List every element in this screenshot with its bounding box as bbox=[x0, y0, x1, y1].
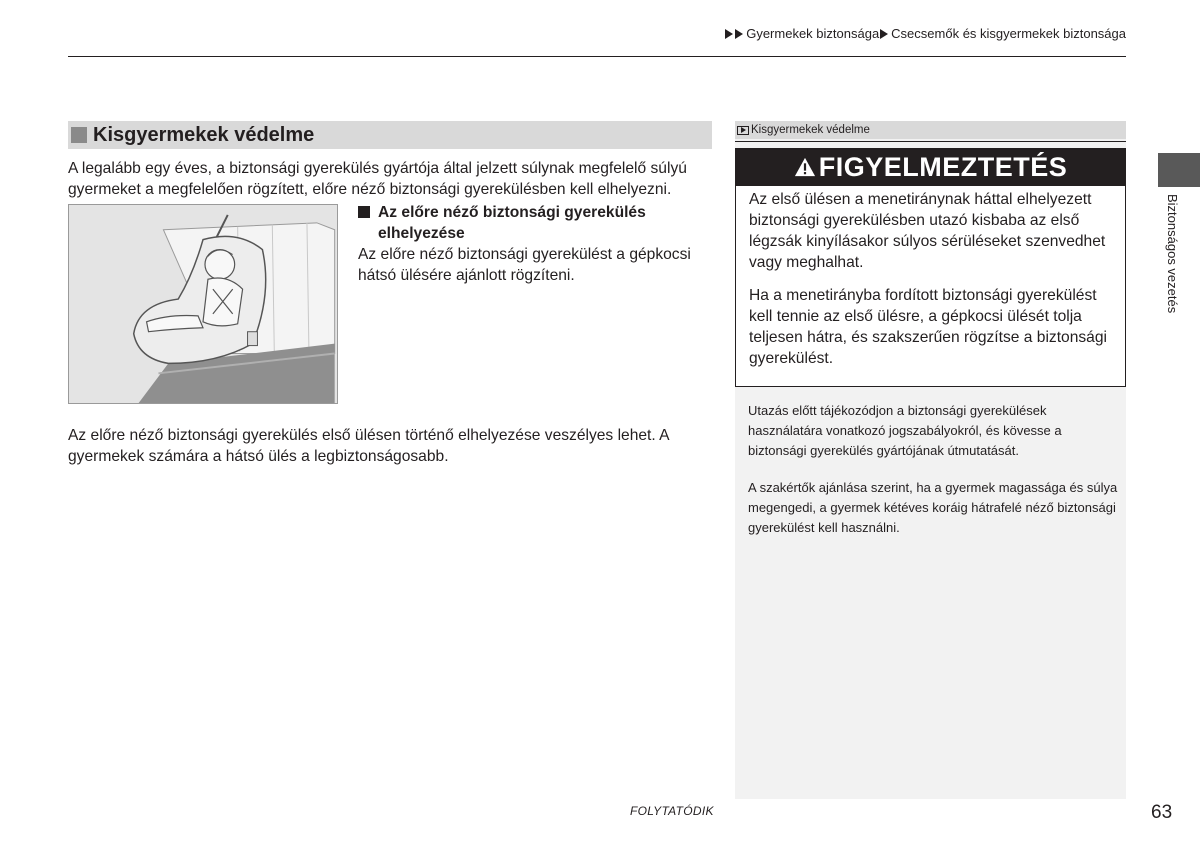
child-seat-illustration bbox=[68, 204, 338, 404]
child-seat-illustration-svg bbox=[69, 205, 337, 403]
intro-paragraph: A legalább egy éves, a biztonsági gyerekülés gyártója által jelzett súlynak megfelelő súlyú gyermeket a megfelelően rögzített, előre néző biztonsági gyerekülésben kell elhelyezni. bbox=[68, 160, 687, 198]
warning-paragraph: Az első ülésen a menetiránynak háttal elhelyezett biztonsági gyerekülésben utazó kisbaba az első légzsák kinyílásakor súlyos sérüléseket szenvedhet vagy meghalhat. bbox=[749, 191, 1106, 271]
subsection-heading bbox=[358, 202, 688, 244]
warning-header bbox=[735, 148, 1126, 186]
sidebar bbox=[735, 121, 1126, 799]
sidebar-note: A szakértők ajánlása szerint, ha a gyermek magassága és súlya megengedi, a gyermek kétéves koráig hátrafelé néző biztonsági gyerekülést kell használni. bbox=[748, 480, 1118, 535]
chapter-tab[interactable] bbox=[1158, 153, 1200, 187]
black-square-icon bbox=[358, 206, 370, 218]
triangle-right-icon bbox=[880, 29, 888, 39]
warning-paragraph: Ha a menetirányba fordított biztonsági gyerekülést kell tennie az első ülésre, a gépkocsi ülését tolja teljesen hátra, és szakszerűen rögzítse a biztonsági gyerekülést. bbox=[749, 287, 1107, 367]
section-header bbox=[68, 121, 712, 149]
bottom-paragraph: Az előre néző biztonsági gyerekülés első ülésen történő elhelyezése veszélyes lehet. A gyermekek számára a hátsó ülés a legbiztonságosabb. bbox=[68, 427, 669, 465]
warning-body bbox=[735, 186, 1126, 387]
triangle-right-icon bbox=[725, 29, 733, 39]
sidebar-tab-label: Kisgyermekek védelme bbox=[751, 124, 870, 136]
header-divider bbox=[68, 56, 1126, 57]
triangle-right-icon bbox=[735, 29, 743, 39]
breadcrumb bbox=[725, 26, 1126, 41]
chapter-label bbox=[1160, 194, 1180, 334]
sidebar-note: Utazás előtt tájékozódjon a biztonsági gyerekülések használatára vonatkozó jogszabályokról, és kövesse a biztonsági gyerekülés gyártójának útmutatását. bbox=[748, 403, 1062, 458]
page-number: 63 bbox=[1151, 802, 1173, 823]
arrow-box-icon bbox=[737, 126, 749, 135]
subsection-paragraph: Az előre néző biztonsági gyerekülést a gépkocsi hátsó ülésére ajánlott rögzíteni. bbox=[358, 246, 691, 284]
breadcrumb-item[interactable]: Csecsemők és kisgyermekek biztonsága bbox=[891, 26, 1126, 41]
warning-triangle-icon bbox=[794, 156, 816, 178]
gray-square-icon bbox=[71, 127, 87, 143]
sidebar-tab bbox=[735, 121, 1126, 139]
warning-title: FIGYELMEZTETÉS bbox=[818, 151, 1068, 182]
sidebar-divider bbox=[735, 141, 1126, 142]
breadcrumb-item[interactable]: Gyermekek biztonsága bbox=[746, 26, 880, 41]
chapter-label-text: Biztonságos vezetés bbox=[1165, 194, 1180, 314]
section-title: Kisgyermekek védelme bbox=[93, 123, 315, 146]
subsection-title: Az előre néző biztonsági gyerekülés elhelyezése bbox=[378, 204, 646, 242]
continued-label: FOLYTATÓDIK bbox=[630, 804, 714, 818]
